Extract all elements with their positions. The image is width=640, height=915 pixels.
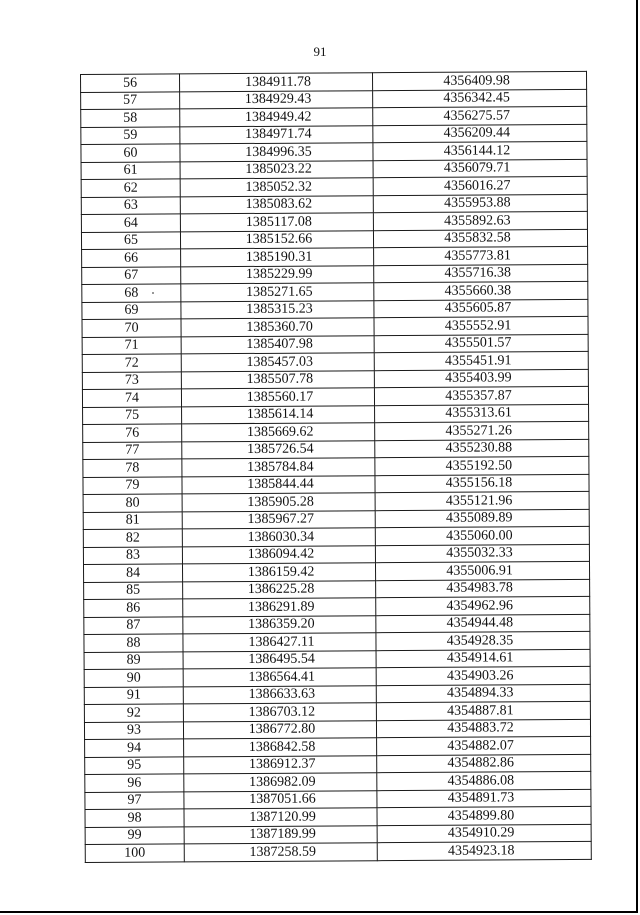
point-number-cell: 64 [81, 214, 180, 232]
y-coordinate-cell: 4355605.87 [374, 299, 588, 318]
x-coordinate-cell: 1386633.63 [183, 685, 376, 704]
y-coordinate-cell: 4354944.48 [376, 614, 590, 633]
x-coordinate-cell: 1386564.41 [183, 668, 376, 687]
y-coordinate-cell: 4355773.81 [374, 246, 588, 265]
y-coordinate-cell: 4356016.27 [373, 176, 587, 195]
point-number-cell: 93 [84, 721, 183, 739]
point-number-cell: 75 [83, 406, 182, 424]
x-coordinate-cell: 1385507.78 [181, 370, 374, 389]
x-coordinate-cell: 1386291.89 [183, 598, 376, 617]
x-coordinate-cell: 1385052.32 [180, 178, 373, 197]
y-coordinate-cell: 4354886.08 [377, 771, 591, 790]
y-coordinate-cell: 4355230.88 [375, 439, 589, 458]
y-coordinate-cell: 4354891.73 [377, 789, 591, 808]
x-coordinate-cell: 1386359.20 [183, 615, 376, 634]
point-number-cell: 94 [85, 739, 184, 757]
x-coordinate-cell: 1384929.43 [180, 90, 373, 109]
x-coordinate-cell: 1385117.08 [180, 213, 373, 232]
y-coordinate-cell: 4355156.18 [375, 474, 589, 493]
x-coordinate-cell: 1385315.23 [181, 300, 374, 319]
y-coordinate-cell: 4354894.33 [376, 684, 590, 703]
point-number-cell: 88 [84, 634, 183, 652]
point-number-cell: 87 [84, 616, 183, 634]
point-number-cell: 69 [82, 301, 181, 319]
y-coordinate-cell: 4355716.38 [374, 264, 588, 283]
y-coordinate-cell: 4356342.45 [373, 89, 587, 108]
y-coordinate-cell: 4356079.71 [373, 159, 587, 178]
x-coordinate-cell: 1386225.28 [183, 580, 376, 599]
x-coordinate-cell: 1385669.62 [182, 423, 375, 442]
x-coordinate-cell: 1386030.34 [182, 528, 375, 547]
point-number-cell: 98 [85, 809, 184, 827]
x-coordinate-cell: 1385784.84 [182, 458, 375, 477]
x-coordinate-cell: 1386912.37 [184, 755, 377, 774]
point-number-cell: 60 [81, 144, 180, 162]
y-coordinate-cell: 4355006.91 [375, 561, 589, 580]
coordinates-table-body [81, 71, 592, 862]
y-coordinate-cell: 4354903.26 [376, 666, 590, 685]
point-number-cell: 99 [85, 826, 184, 844]
y-coordinate-cell: 4355089.89 [375, 509, 589, 528]
x-coordinate-cell: 1385152.66 [180, 230, 373, 249]
y-coordinate-cell: 4354882.86 [377, 754, 591, 773]
y-coordinate-cell: 4355660.38 [374, 281, 588, 300]
x-coordinate-cell: 1385726.54 [182, 440, 375, 459]
y-coordinate-cell: 4355451.91 [374, 351, 588, 370]
y-coordinate-cell: 4354910.29 [377, 824, 591, 843]
point-number-cell: 66 [82, 249, 181, 267]
x-coordinate-cell: 1386982.09 [184, 773, 377, 792]
point-number-cell: 96 [85, 774, 184, 792]
x-coordinate-cell: 1386495.54 [183, 650, 376, 669]
y-coordinate-cell: 4354882.07 [377, 736, 591, 755]
point-number-cell: 73 [82, 371, 181, 389]
point-number-cell: 85 [84, 581, 183, 599]
point-number-cell: 95 [85, 756, 184, 774]
point-number-cell: 83 [83, 546, 182, 564]
x-coordinate-cell: 1384949.42 [180, 108, 373, 127]
x-coordinate-cell: 1385905.28 [182, 493, 375, 512]
y-coordinate-cell: 4355892.63 [373, 211, 587, 230]
x-coordinate-cell: 1386427.11 [183, 633, 376, 652]
coordinates-table [80, 71, 592, 863]
y-coordinate-cell: 4355357.87 [374, 386, 588, 405]
table-row [85, 841, 591, 862]
y-coordinate-cell: 4354923.18 [377, 841, 591, 860]
x-coordinate-cell: 1385844.44 [182, 475, 375, 494]
point-number-cell: 59 [81, 126, 180, 144]
y-coordinate-cell: 4355121.96 [375, 491, 589, 510]
point-number-cell: 78 [83, 459, 182, 477]
point-number-cell: 97 [85, 791, 184, 809]
x-coordinate-cell: 1386094.42 [182, 545, 375, 564]
y-coordinate-cell: 4355552.91 [374, 316, 588, 335]
x-coordinate-cell: 1385083.62 [180, 195, 373, 214]
x-coordinate-cell: 1385407.98 [181, 335, 374, 354]
x-coordinate-cell: 1386159.42 [182, 563, 375, 582]
x-coordinate-cell: 1384911.78 [180, 73, 373, 92]
y-coordinate-cell: 4354914.61 [376, 649, 590, 668]
point-number-cell: 72 [82, 354, 181, 372]
point-number-cell: 65 [81, 231, 180, 249]
y-coordinate-cell: 4355953.88 [373, 194, 587, 213]
y-coordinate-cell: 4354887.81 [376, 701, 590, 720]
y-coordinate-cell: 4355501.57 [374, 334, 588, 353]
x-coordinate-cell: 1385614.14 [182, 405, 375, 424]
x-coordinate-cell: 1387258.59 [184, 843, 377, 862]
y-coordinate-cell: 4354928.35 [376, 631, 590, 650]
point-number-cell: 77 [83, 441, 182, 459]
point-number-cell: 92 [84, 704, 183, 722]
x-coordinate-cell: 1386842.58 [184, 738, 377, 757]
point-number-cell: 70 [82, 319, 181, 337]
point-number-cell: 81 [83, 511, 182, 529]
x-coordinate-cell: 1386772.80 [183, 720, 376, 739]
y-coordinate-cell: 4355403.99 [374, 369, 588, 388]
point-number-cell: 74 [82, 389, 181, 407]
point-number-cell: 91 [84, 686, 183, 704]
point-number-cell: 67 [82, 266, 181, 284]
point-number-cell: 86 [84, 599, 183, 617]
x-coordinate-cell: 1385023.22 [180, 160, 373, 179]
y-coordinate-cell: 4356144.12 [373, 141, 587, 160]
x-coordinate-cell: 1384971.74 [180, 125, 373, 144]
y-coordinate-cell: 4355832.58 [373, 229, 587, 248]
point-number-cell: 79 [83, 476, 182, 494]
scan-speck [152, 292, 154, 294]
point-number-cell: 82 [83, 529, 182, 547]
point-number-cell: 84 [83, 564, 182, 582]
x-coordinate-cell: 1385271.65 [181, 283, 374, 302]
x-coordinate-cell: 1385190.31 [181, 248, 374, 267]
point-number-cell: 57 [81, 91, 180, 109]
x-coordinate-cell: 1384996.35 [180, 143, 373, 162]
x-coordinate-cell: 1385360.70 [181, 318, 374, 337]
x-coordinate-cell: 1385560.17 [181, 388, 374, 407]
x-coordinate-cell: 1386703.12 [183, 703, 376, 722]
point-number-cell: 80 [83, 494, 182, 512]
point-number-cell: 76 [83, 424, 182, 442]
x-coordinate-cell: 1385229.99 [181, 265, 374, 284]
point-number-cell: 68 [82, 284, 181, 302]
point-number-cell: 89 [84, 651, 183, 669]
point-number-cell: 100 [85, 844, 184, 862]
x-coordinate-cell: 1387051.66 [184, 790, 377, 809]
point-number-cell: 61 [81, 161, 180, 179]
x-coordinate-cell: 1387120.99 [184, 808, 377, 827]
y-coordinate-cell: 4355032.33 [375, 544, 589, 563]
y-coordinate-cell: 4356409.98 [372, 71, 586, 90]
y-coordinate-cell: 4354983.78 [376, 579, 590, 598]
point-number-cell: 62 [81, 179, 180, 197]
x-coordinate-cell: 1385967.27 [182, 510, 375, 529]
y-coordinate-cell: 4355313.61 [375, 404, 589, 423]
point-number-cell: 56 [81, 74, 180, 92]
y-coordinate-cell: 4355192.50 [375, 456, 589, 475]
point-number-cell: 63 [81, 196, 180, 214]
y-coordinate-cell: 4354962.96 [376, 596, 590, 615]
y-coordinate-cell: 4354899.80 [377, 806, 591, 825]
y-coordinate-cell: 4354883.72 [376, 719, 590, 738]
point-number-cell: 58 [81, 109, 180, 127]
y-coordinate-cell: 4356275.57 [373, 106, 587, 125]
point-number-cell: 90 [84, 669, 183, 687]
y-coordinate-cell: 4356209.44 [373, 124, 587, 143]
x-coordinate-cell: 1385457.03 [181, 353, 374, 372]
x-coordinate-cell: 1387189.99 [184, 825, 377, 844]
point-number-cell: 71 [82, 336, 181, 354]
y-coordinate-cell: 4355271.26 [375, 421, 589, 440]
y-coordinate-cell: 4355060.00 [375, 526, 589, 545]
page-number: 91 [313, 44, 327, 59]
